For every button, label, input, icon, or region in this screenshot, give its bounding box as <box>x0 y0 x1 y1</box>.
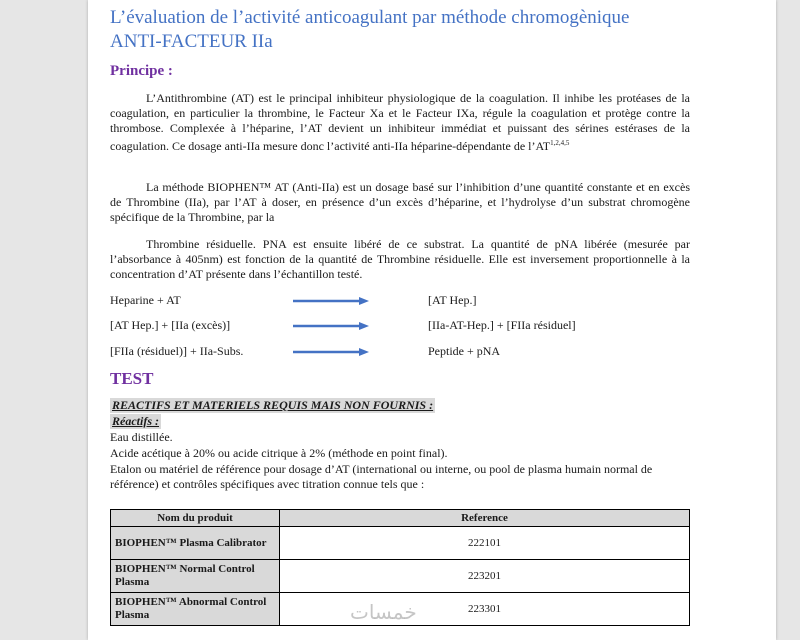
product-reference-cell: 223301 <box>280 593 690 626</box>
column-header-product: Nom du produit <box>111 510 280 527</box>
reaction-1-right: [AT Hep.] <box>428 293 477 307</box>
table-header-row <box>111 510 690 527</box>
document-page <box>88 0 776 640</box>
reaction-1-arrow-icon <box>293 296 369 306</box>
reaction-2-arrow-icon <box>293 321 369 331</box>
section-heading-test: TEST <box>110 369 154 388</box>
paragraph-3: Thrombine résiduelle. PNA est ensuite libéré de ce substrat. La quantité de pNA libérée (mesurée par l’absorbance à 405nm) est fonction de la quantité de Thrombine résiduelle. Elle est inversement proportionnelle à la concentration d’AT présente dans l’échantillon testé. <box>110 237 690 281</box>
title-line-1: L’évaluation de l’activité anticoagulant par méthode chromogènique <box>110 7 630 28</box>
reagent-line-1: Eau distillée. <box>110 430 173 444</box>
reaction-3-arrow-icon <box>293 347 369 357</box>
paragraph-2: La méthode BIOPHEN™ AT (Anti-IIa) est un dosage basé sur l’inhibition d’une quantité constante et en excès de Thrombine (IIa), par l’AT à doser, en présence d’un excès d’héparine, et l’hydrolyse d’un substrat chromogène spécifique de la Thrombine, par la <box>110 180 690 224</box>
table-row <box>111 527 690 560</box>
title-line-2: ANTI-FACTEUR IIa <box>110 31 273 52</box>
section-heading-principe: Principe : <box>110 63 173 79</box>
paragraph-1-text: L’Antithrombine (AT) est le principal inhibiteur physiologique de la coagulation. Il inhibe les protéases de la coagulation, en particulier la thrombine, le Facteur Xa et le Facteur IXa, régule la coagulation et protège contre la thrombose. Complexée à l’héparine, l’AT devient un inhibiteur immédiat et puissant des sérines estérases de la coagulation. Ce dosage anti-IIa mesure donc l’activité anti-IIa héparine-dépendante de l’AT <box>110 91 690 153</box>
reagent-line-2: Acide acétique à 20% ou acide citrique à 2% (méthode en point final). <box>110 446 448 460</box>
paragraph-1 <box>110 91 690 154</box>
reaction-1-left: Heparine + AT <box>110 293 181 307</box>
reagent-line-3: Etalon ou matériel de référence pour dosage d’AT (international ou interne, ou pool de plasma humain normal de référence) et contrôles spécifiques avec titration connue tels que : <box>110 462 653 491</box>
column-header-reference: Reference <box>280 510 690 527</box>
reaction-2-right: [IIa-AT-Hep.] + [FIIa résiduel] <box>428 318 576 332</box>
watermark: خمسات <box>350 600 417 624</box>
document-title <box>110 6 760 54</box>
product-reference-cell: 222101 <box>280 527 690 560</box>
reaction-2-left: [AT Hep.] + [IIa (excès)] <box>110 318 231 332</box>
product-name-cell: BIOPHEN™ Abnormal Control Plasma <box>111 593 280 626</box>
paragraph-1-sup: 1,2,4,5 <box>550 139 570 147</box>
reaction-3-left: [FIIa (résiduel)] + IIa-Subs. <box>110 344 244 358</box>
product-reference-cell: 223201 <box>280 560 690 593</box>
reactifs-subheading: Réactifs : <box>112 414 159 428</box>
table-row <box>111 560 690 593</box>
reaction-3-right: Peptide + pNA <box>428 344 501 358</box>
reactifs-heading: REACTIFS ET MATERIELS REQUIS MAIS NON FOURNIS : <box>112 398 434 412</box>
product-name-cell: BIOPHEN™ Plasma Calibrator <box>111 527 280 560</box>
product-name-cell: BIOPHEN™ Normal Control Plasma <box>111 560 280 593</box>
